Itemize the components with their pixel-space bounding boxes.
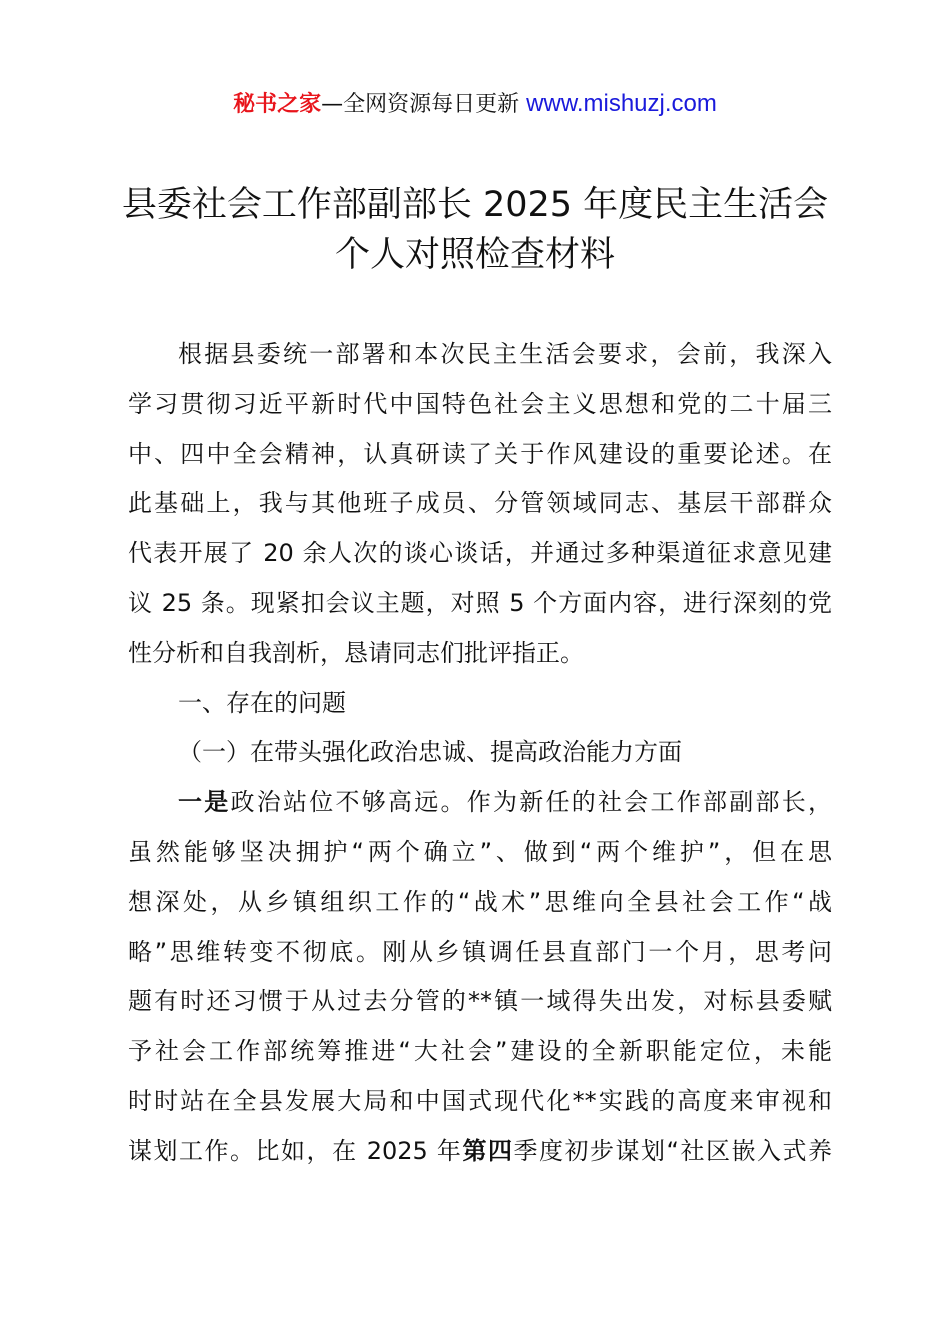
text-line: 中、四中全会精神，认真研读了关于作风建设的重要论述。在 — [128, 439, 832, 468]
document-body — [128, 330, 832, 1177]
text-segment: 季度初步谋划“社区嵌入式养 — [513, 1136, 833, 1165]
text-line: 题有时还习惯于从过去分管的**镇一域得失出发，对标县委赋 — [128, 987, 832, 1016]
text-line: 想深处，从乡镇组织工作的“战术”思维向全县社会工作“战 — [128, 887, 832, 916]
text-segment: 政治站位不够高远。作为新任的社会工作部副部长， — [230, 788, 832, 817]
text-line: 性分析和自我剖析，恳请同志们批评指正。 — [128, 638, 584, 667]
text-line: 根据县委统一部署和本次民主生活会要求，会前，我深入 — [178, 340, 832, 368]
text-line: 此基础上，我与其他班子成员、分管领域同志、基层干部群众 — [128, 489, 832, 518]
text-line: 虽然能够坚决拥护“两个确立”、做到“两个维护”，但在思 — [128, 837, 832, 866]
site-brand: 秘书之家 — [233, 92, 322, 117]
section-heading: 一、存在的问题 — [178, 688, 346, 717]
point-paragraph — [128, 778, 832, 1176]
point-lead: 一是 — [178, 788, 231, 817]
text-line: 予社会工作部统筹推进“大社会”建设的全新职能定位，未能 — [128, 1037, 832, 1066]
text-line — [128, 778, 832, 828]
subsection-heading: （一）在带头强化政治忠诚、提高政治能力方面 — [178, 738, 682, 767]
intro-paragraph — [128, 330, 832, 679]
text-line: 代表开展了 20 余人次的谈心谈话，并通过多种渠道征求意见建 — [128, 539, 832, 568]
title-line-1: 县委社会工作部副部长 2025 年度民主生活会 — [121, 185, 829, 225]
site-url-link[interactable]: www.mishuzj.com — [526, 90, 717, 117]
site-slogan: —全网资源每日更新 — [321, 92, 527, 117]
text-line — [128, 1127, 832, 1177]
text-line: 时时站在全县发展大局和中国式现代化**实践的高度来审视和 — [128, 1086, 832, 1115]
title-line-2: 个人对照检查材料 — [334, 235, 615, 275]
document-title — [0, 180, 950, 280]
site-banner — [0, 88, 950, 121]
text-line: 略”思维转变不彻底。刚从乡镇调任县直部门一个月，思考问 — [128, 937, 832, 966]
bold-segment: 第四 — [462, 1136, 514, 1165]
text-line: 学习贯彻习近平新时代中国特色社会主义思想和党的二十届三 — [128, 389, 832, 418]
text-segment: 谋划工作。比如，在 2025 年 — [128, 1136, 463, 1165]
text-line: 议 25 条。现紧扣会议主题，对照 5 个方面内容，进行深刻的党 — [128, 588, 832, 617]
